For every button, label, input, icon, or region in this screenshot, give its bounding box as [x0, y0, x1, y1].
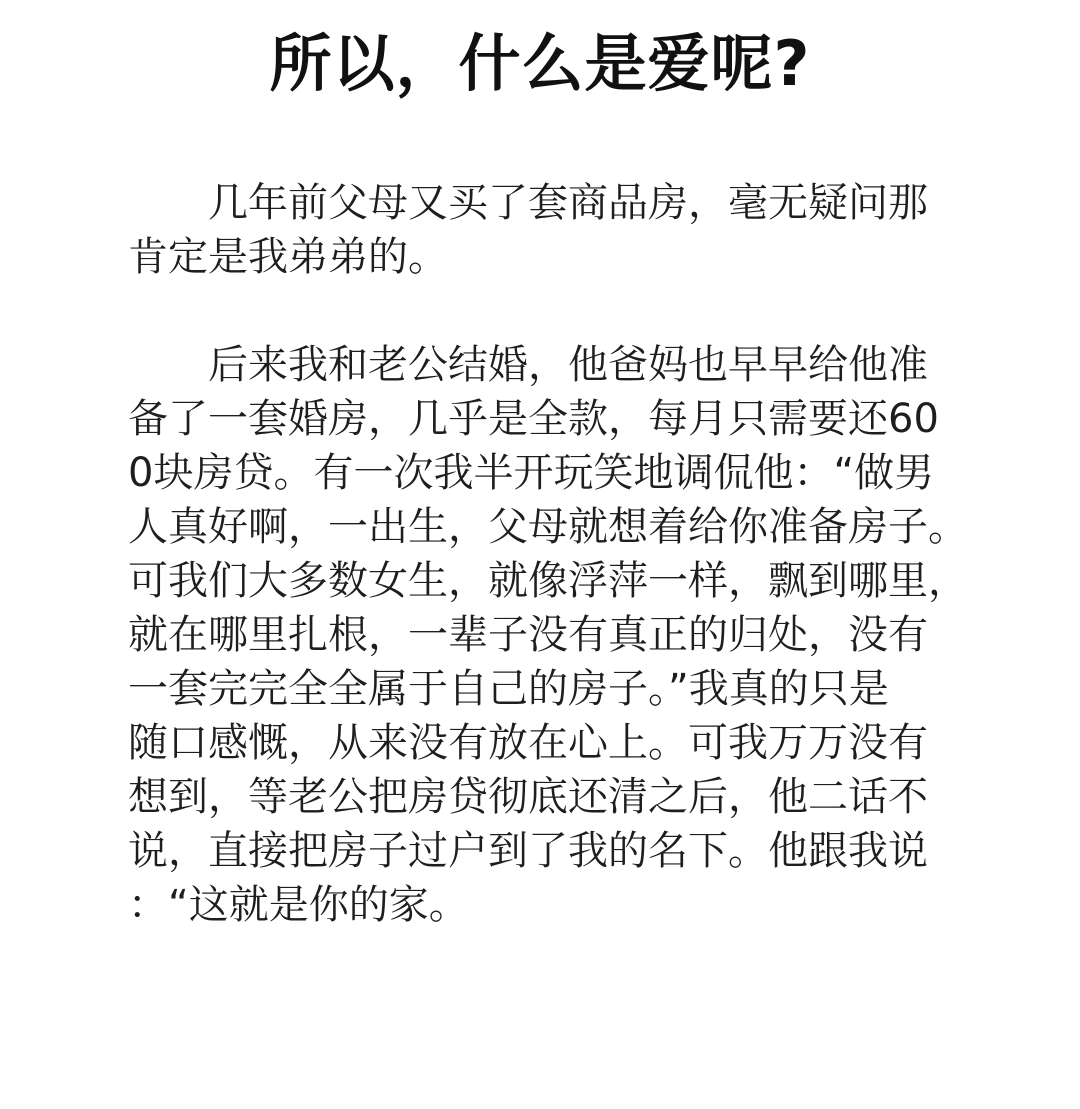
text-line: 说，直接把房子过户到了我的名下。他跟我说 — [128, 828, 928, 874]
article-title: 所以，什么是爱呢? — [269, 27, 811, 100]
text-line: 想到，等老公把房贷彻底还清之后，他二话不 — [128, 774, 928, 820]
text-line: 后来我和老公结婚，他爸妈也早早给他准 — [208, 342, 928, 388]
text-line: 0块房贷。有一次我半开玩笑地调侃他：“做男 — [128, 450, 935, 496]
paragraph-2 — [128, 338, 968, 932]
text-line: 随口感慨，从来没有放在心上。可我万万没有 — [128, 720, 928, 766]
text-line: ：“这就是你的家。 — [128, 882, 469, 928]
text-line: 就在哪里扎根，一辈子没有真正的归处，没有 — [128, 612, 928, 658]
text-line: 备了一套婚房，几乎是全款，每月只需要还60 — [128, 396, 939, 442]
paragraph-1 — [128, 176, 958, 284]
text-line: 一套完完全全属于自己的房子。”我真的只是 — [128, 666, 889, 712]
text-line: 几年前父母又买了套商品房，毫无疑问那 — [208, 180, 928, 226]
text-line: 可我们大多数女生，就像浮萍一样，飘到哪里， — [128, 558, 968, 604]
text-line: 人真好啊，一出生，父母就想着给你准备房子。 — [128, 504, 968, 550]
text-line: 肯定是我弟弟的。 — [128, 234, 448, 280]
